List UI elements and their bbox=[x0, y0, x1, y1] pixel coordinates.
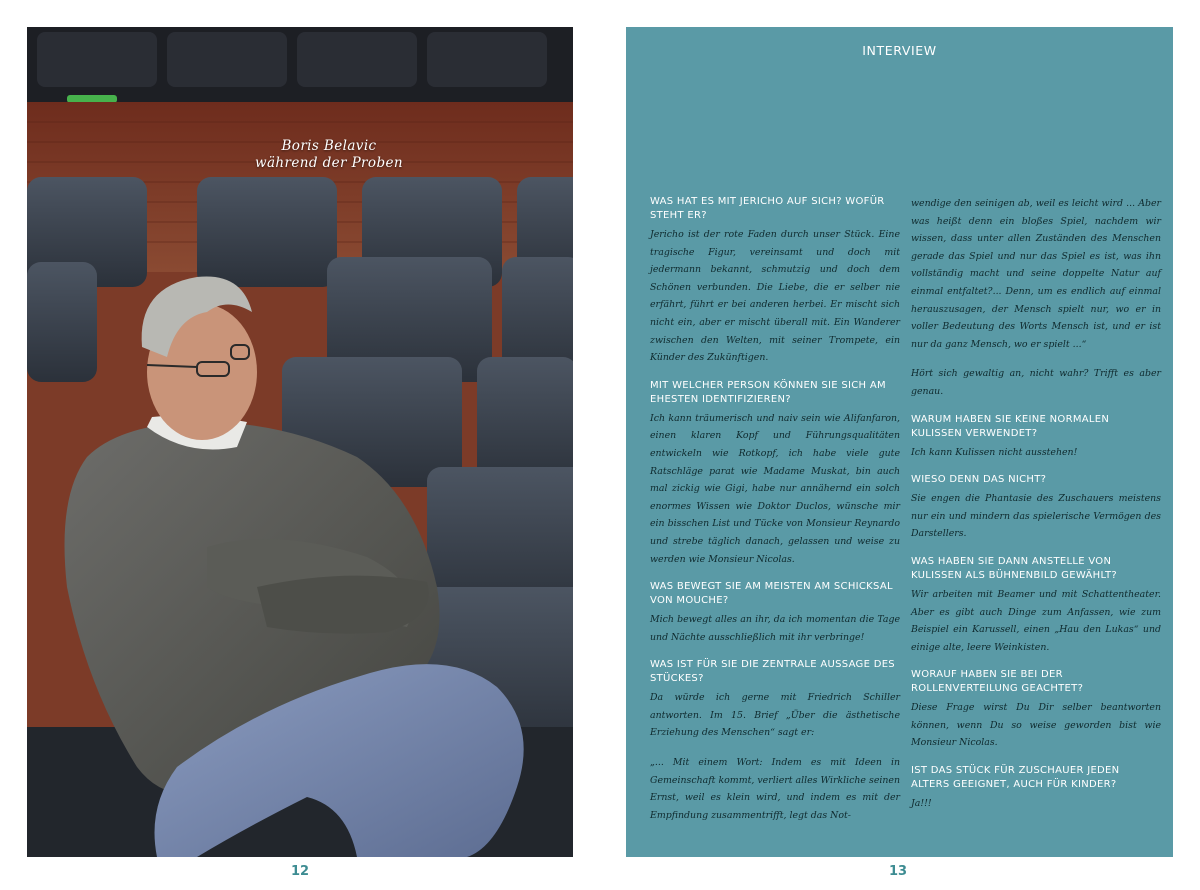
caption-line-context: während der Proben bbox=[255, 155, 403, 171]
answer-mouche: Mich bewegt alles an ihr, da ich momentan die Tage und Nächte ausschließlich mit ihr verbringe! bbox=[650, 614, 900, 643]
answer-identify: Ich kann träumerisch und naiv sein wie Alifanfaron, einen klaren Kopf und Führungsqualitäten entwickeln wie Rotkopf, ich habe viele gute Ratschläge parat wie Madame Muskat, bin auch mal zickig wie Gigi, habe nur annähernd ein solch enormes Wissen wie Doktor Duclos, wünsche mir ein bisschen List und Tücke von Monsieur Reynardo und strebe täglich danach, gelassen und weise zu werden wie Monsieur Nicolas. bbox=[650, 412, 900, 565]
question-mouche: WAS BEWEGT SIE AM MEISTEN AM SCHICKSAL VON MOUCHE? bbox=[650, 581, 893, 607]
question-casting: WORAUF HABEN SIE BEI DER ROLLENVERTEILUNG GEACHTET? bbox=[911, 669, 1084, 695]
answer-all-ages: Ja!!! bbox=[911, 798, 932, 810]
answer-jericho: Jericho ist der rote Faden durch unser Stück. Eine tragische Figur, vereinsamt und doch mit jedermann bekannt, schmutzig und doch dem Schönen verbunden. Die Liebe, die er selber nie erfährt, führt er bei anderen herbei. Er mischt sich nicht ein, aber er mischt überall mit. Ein Wanderer zwischen den Welten, mit seiner Trompete, ein Künder des Zukünftigen. bbox=[650, 229, 900, 364]
question-all-ages: IST DAS STÜCK FÜR ZUSCHAUER JEDEN ALTERS GEEIGNET, AUCH FÜR KINDER? bbox=[911, 765, 1120, 791]
interview-panel bbox=[626, 27, 1173, 857]
page-number-right: 13 bbox=[888, 864, 908, 879]
question-identify: MIT WELCHER PERSON KÖNNEN SIE SICH AM EHESTEN IDENTIFIZIEREN? bbox=[650, 379, 886, 405]
question-stage-design: WAS HABEN SIE DANN ANSTELLE VON KULISSEN ALS BÜHNENBILD GEWÄHLT? bbox=[911, 555, 1117, 581]
schiller-quote-continued: wendige den seinigen ab, weil es leicht wird ... Aber was heißt denn ein bloßes Spiel, nachdem wir wissen, dass unter allen Zuständen des Menschen gerade das Spiel und nur das Spiel es ist, was ihn vollständig macht und seine doppelte Natur auf einmal entfaltet?... Denn, um es endlich auf einmal herauszusagen, der Mensch spielt nur, wo er in voller Bedeutung des Worts Mensch ist, und er ist nur da ganz Mensch, wo er spielt ...“ bbox=[911, 198, 1161, 350]
schiller-quote: „... Mit einem Wort: Indem es mit Ideen in Gemeinschaft kommt, verliert alles Wirkliche seinen Ernst, weil es klein wird, und indem es mit der Empfindung zusammentrifft, legt das Not- bbox=[650, 757, 900, 821]
answer-no-sets: Ich kann Kulissen nicht ausstehen! bbox=[911, 446, 1078, 458]
question-message: WAS IST FÜR SIE DIE ZENTRALE AUSSAGE DES STÜCKES? bbox=[650, 659, 895, 685]
answer-stage-design: Wir arbeiten mit Beamer und mit Schattentheater. Aber es gibt auch Dinge zum Anfassen, wie zum Beispiel ein Karussell, einen „Hau den Lukas“ und einige alte, leere Weinkisten. bbox=[911, 588, 1161, 653]
photo-caption bbox=[255, 138, 403, 172]
green-object bbox=[67, 95, 117, 103]
section-kicker: INTERVIEW bbox=[862, 43, 937, 58]
interview-column-right bbox=[911, 195, 1161, 825]
quote-comment: Hört sich gewaltig an, nicht wahr? Trifft es aber genau. bbox=[911, 368, 1161, 397]
answer-message: Da würde ich gerne mit Friedrich Schiller antworten. Im 15. Brief „Über die ästhetische Erziehung des Menschen“ sagt er: bbox=[650, 692, 900, 739]
answer-casting: Diese Frage wirst Du Dir selber beantworten können, wenn Du so weise geworden bist wie Monsieur Nicolas. bbox=[911, 702, 1161, 749]
question-no-sets: WARUM HABEN SIE KEINE NORMALEN KULISSEN VERWENDET? bbox=[911, 413, 1110, 439]
answer-why-not: Sie engen die Phantasie des Zuschauers meistens nur ein und mindern das spielerische Vermögen des Darstellers. bbox=[911, 493, 1161, 540]
rehearsal-photo bbox=[27, 27, 573, 857]
interview-column-left bbox=[650, 195, 900, 836]
question-jericho: WAS HAT ES MIT JERICHO AUF SICH? WOFÜR STEHT ER? bbox=[650, 196, 885, 221]
caption-line-name: Boris Belavic bbox=[281, 138, 377, 154]
question-why-not: WIESO DENN DAS NICHT? bbox=[911, 474, 1047, 486]
page-number-left: 12 bbox=[290, 864, 310, 879]
